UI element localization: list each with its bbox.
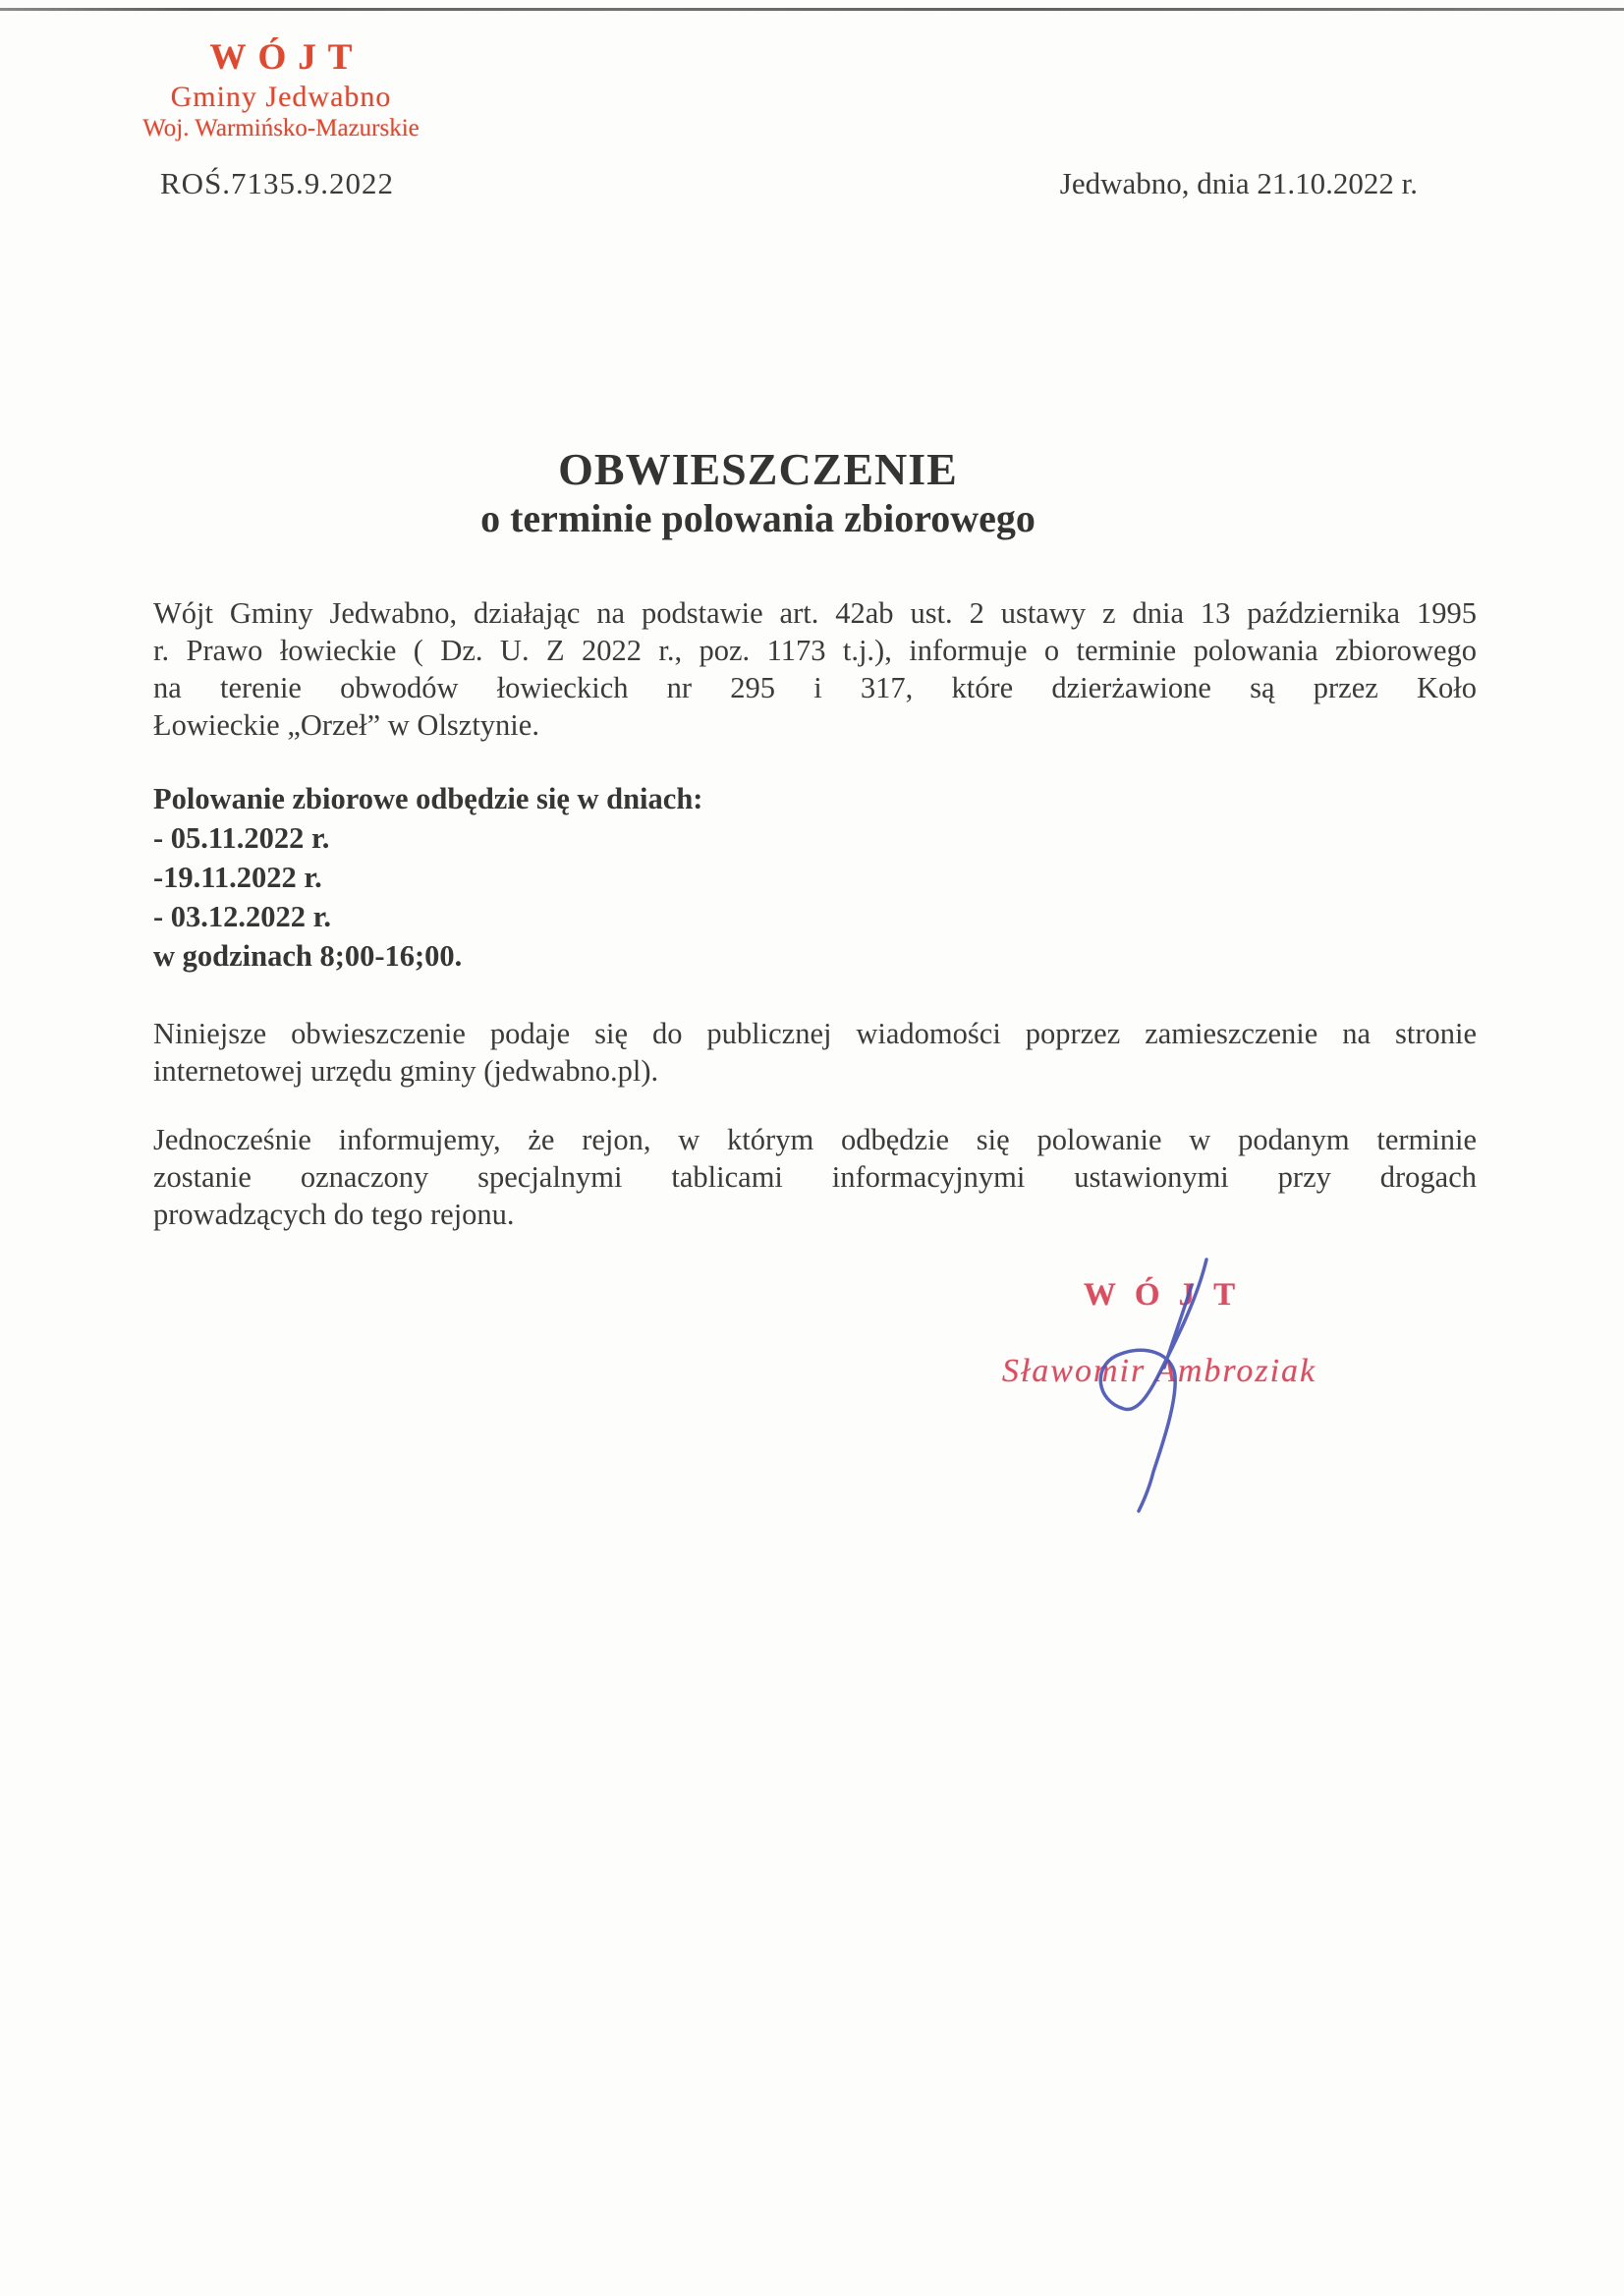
- paragraph-line: na terenie obwodów łowieckich nr 295 i 317, które dzierżawione są przez Koło: [153, 671, 1477, 704]
- date-item: - 05.11.2022 r.: [153, 821, 330, 855]
- date-item: -19.11.2022 r.: [153, 861, 322, 894]
- paragraph-signage: [153, 1121, 1477, 1233]
- signature-block: [987, 1277, 1331, 1538]
- paragraph-line: zostanie oznaczony specjalnymi tablicami informacyjnymi ustawionymi przy drogach: [153, 1160, 1477, 1194]
- document-title: OBWIESZCZENIE: [558, 444, 958, 494]
- paragraph-line: Jednocześnie informujemy, że rejon, w którym odbędzie się polowanie w podanym terminie: [153, 1123, 1477, 1156]
- dates-heading: Polowanie zbiorowe odbędzie się w dniach:: [153, 782, 703, 815]
- paragraph-line: internetowej urzędu gminy (jedwabno.pl).: [153, 1054, 659, 1088]
- paragraph-legal-basis: [153, 594, 1477, 744]
- signature-office-title: WÓJT: [1083, 1277, 1255, 1313]
- paragraph-line: r. Prawo łowieckie ( Dz. U. Z 2022 r., poz. 1173 t.j.), informuje o terminie polowania zbiorowego: [153, 634, 1477, 667]
- hunting-dates-block: [153, 779, 1477, 976]
- paragraph-line: Łowieckie „Orzeł” w Olsztynie.: [153, 708, 539, 742]
- reference-date-row: [153, 166, 1477, 201]
- date-item: - 03.12.2022 r.: [153, 900, 332, 933]
- paragraph-line: Wójt Gminy Jedwabno, działając na podstawie art. 42ab ust. 2 ustawy z dnia 13 października 1995: [153, 596, 1477, 630]
- stamp-municipality: Gminy Jedwabno: [170, 81, 392, 113]
- case-reference-number: ROŚ.7135.9.2022: [160, 166, 395, 200]
- title-block: [96, 444, 1420, 542]
- document-subtitle: o terminie polowania zbiorowego: [480, 496, 1036, 540]
- stamp-office-title: WÓJT: [209, 37, 364, 78]
- scan-edge-artifact: [0, 8, 1624, 11]
- signature-printed-name: Sławomir Ambroziak: [1001, 1353, 1317, 1389]
- paragraph-publication: [153, 1015, 1477, 1090]
- document-content: [0, 39, 1624, 1538]
- paragraph-line: prowadzących do tego rejonu.: [153, 1198, 515, 1231]
- office-header-stamp: [114, 39, 448, 140]
- hours-line: w godzinach 8;00-16;00.: [153, 939, 463, 973]
- place-and-date: Jedwabno, dnia 21.10.2022 r.: [1059, 166, 1418, 200]
- stamp-voivodeship: Woj. Warmińsko-Mazurskie: [142, 115, 420, 141]
- paragraph-line: Niniejsze obwieszczenie podaje się do publicznej wiadomości poprzez zamieszczenie na stronie: [153, 1017, 1477, 1050]
